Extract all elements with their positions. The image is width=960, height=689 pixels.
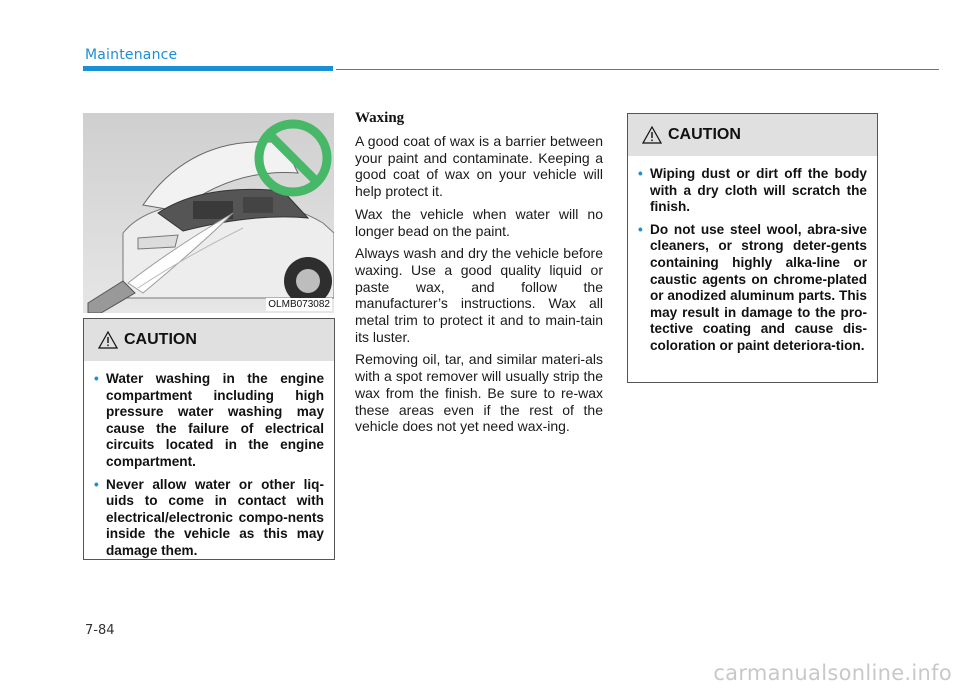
left-caution-box (83, 318, 335, 560)
waxing-paragraph: Always wash and dry the vehicle before waxing. Use a good quality liquid or paste wax, and follow the manufacturer’s instructions. Wax all metal trim to protect it and to main-tain its luster. (355, 245, 603, 345)
caution-list (84, 361, 334, 576)
caution-list (628, 156, 877, 371)
section-title: Maintenance (85, 47, 178, 63)
caution-header (628, 114, 877, 156)
caution-item: • Do not use steel wool, abra-sive cleaners, or strong deter-gents containing highly alka-line or caustic agents on chrome-plated or anodized aluminum parts. This may result in damage to the pro-tective coating and cause dis-coloration or paint deteriora-tion. (638, 221, 867, 353)
engine-washing-photo (83, 113, 334, 313)
header-rule-thick (83, 66, 333, 71)
waxing-heading: Waxing (355, 110, 405, 126)
watermark-link[interactable]: carmanualsonline.info (713, 661, 952, 685)
warning-triangle-icon (642, 126, 662, 144)
waxing-section (355, 110, 603, 441)
right-caution-box (627, 113, 878, 383)
bullet-icon: • (94, 371, 99, 386)
engine-washing-illustration (83, 113, 334, 313)
page-number: 7-84 (85, 623, 115, 638)
caution-item: • Water washing in the engine compartment including high pressure water washing may cause the failure of electrical circuits located in the engine compartment. (94, 371, 324, 469)
waxing-paragraph: Wax the vehicle when water will no longer bead on the paint. (355, 205, 603, 239)
bullet-icon: • (94, 476, 99, 492)
header-rule-thin (336, 69, 939, 70)
caution-title: CAUTION (124, 331, 197, 348)
bullet-icon: • (638, 166, 643, 181)
waxing-paragraph: A good coat of wax is a barrier between your paint and contaminate. Keeping a good coat of wax on your vehicle will help protect it. (355, 133, 603, 200)
caution-item: • Never allow water or other liq-uids to come in contact with electrical/electronic compo-nents inside the vehicle as this may damage them. (94, 476, 324, 558)
waxing-paragraph: Removing oil, tar, and similar materi-als with a spot remover will usually strip the wax from the finish. Be sure to re-wax these areas even if the rest of the vehicle does not yet need wax-ing. (355, 351, 603, 435)
warning-triangle-icon (98, 331, 118, 349)
bullet-icon: • (638, 221, 643, 237)
photo-code: OLMB073082 (268, 299, 330, 310)
caution-title: CAUTION (668, 126, 741, 143)
caution-item: • Wiping dust or dirt off the body with a dry cloth will scratch the finish. (638, 166, 867, 215)
caution-header (84, 319, 334, 361)
